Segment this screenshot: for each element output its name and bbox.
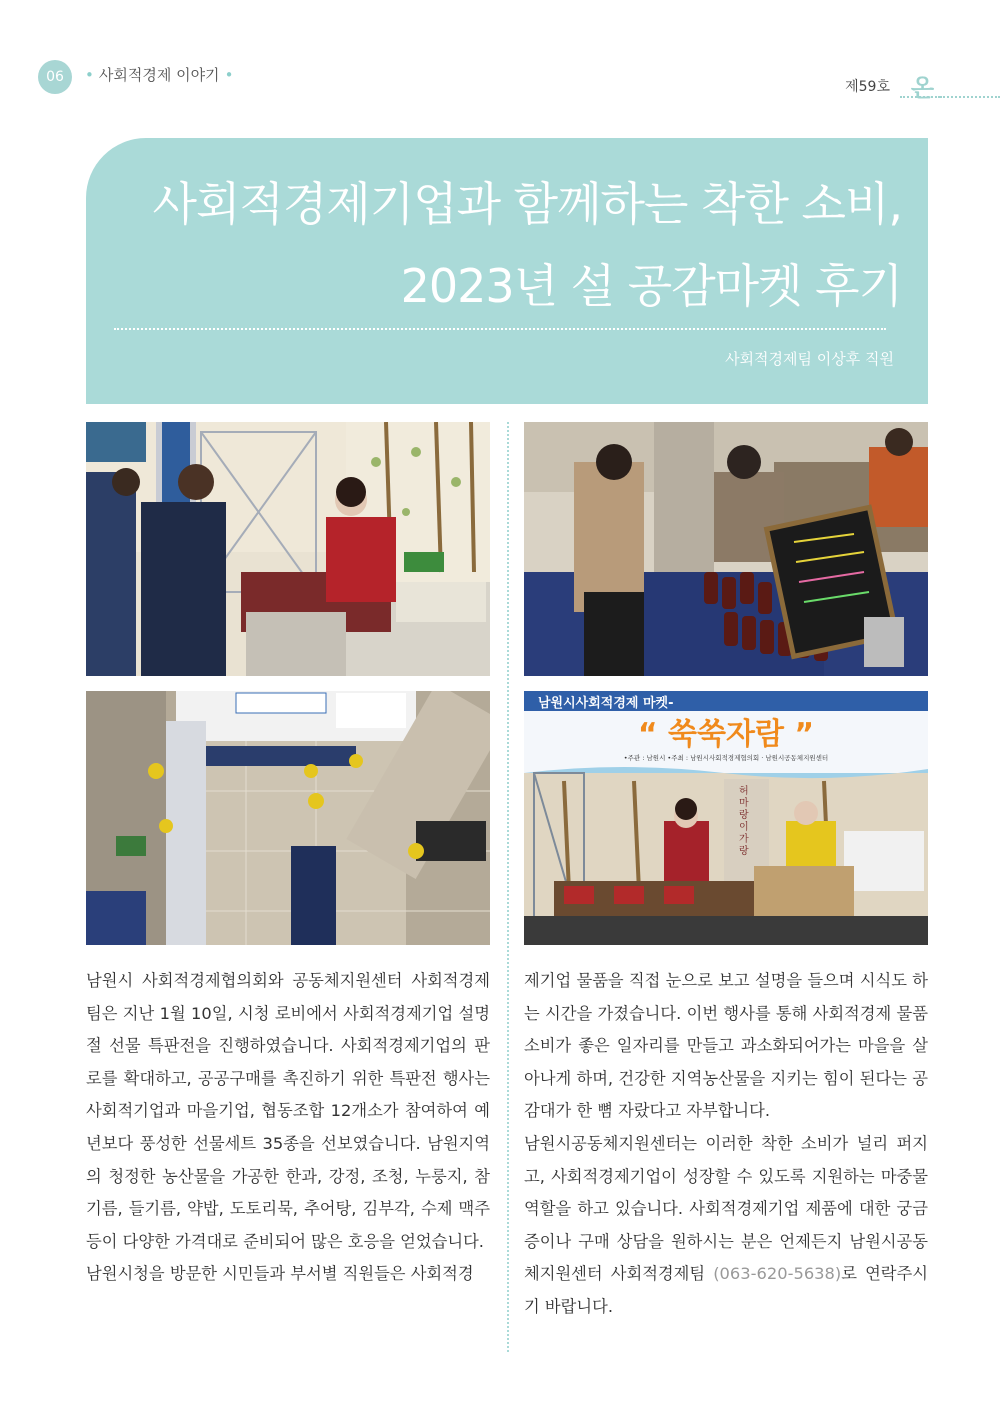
section-label xyxy=(80,64,238,85)
banner-organizer: •주관 : 남원시 •주최 : 남원시사회적경제협의회 · 남원시공동체지원센터 xyxy=(623,754,829,762)
banner-top-text: 남원시사회적경제 마켓- xyxy=(538,696,674,711)
photo-tasting-booth xyxy=(524,422,928,676)
column-divider xyxy=(507,422,509,1352)
article-title-line1: 사회적경제기업과 함께하는 착한 소비, xyxy=(152,177,902,231)
article-author: 사회적경제팀 이상후 직원 xyxy=(725,350,894,368)
header-divider-right xyxy=(940,96,1000,98)
paragraph: 남원시청을 방문한 시민들과 부서별 직원들은 사회적경 xyxy=(86,1264,474,1284)
contact-text-suffix: 로 연락주시기 바랍니다. xyxy=(524,1264,928,1316)
bullet-dot-icon: • xyxy=(85,66,94,84)
article-body-right xyxy=(524,965,928,1324)
photo-market-banner xyxy=(524,691,928,945)
paragraph: 제기업 물품을 직접 눈으로 보고 설명을 들으며 시식도 하는 시간을 가졌습니다. 이번 행사를 통해 사회적경제 물품 소비가 좋은 일자리를 만들고 과소화되어가는 마을을 살아나게 하며, 건강한 지역농산물을 지키는 힘이 된다는 공감대가 한 뼘 자랐다고 자부합니다. xyxy=(524,971,928,1121)
magazine-logo: 온 xyxy=(910,74,934,102)
paragraph-contact xyxy=(524,1128,928,1324)
bullet-dot-icon: • xyxy=(224,66,234,84)
booth-sign: 허마랑이가랑 xyxy=(739,786,749,857)
article-body-left xyxy=(86,965,490,1291)
paragraph: 남원시 사회적경제협의회와 공동체지원센터 사회적경제팀은 지난 1월 10일, 시청 로비에서 사회적경제기업 설명절 선물 특판전을 진행하였습니다. 사회적경제기업의 판로를 확대하고, 공공구매를 촉진하기 위한 특판전 행사는 사회적기업과 마을기업, 협동조합 12개소가 참여하여 예년보다 풍성한 선물세트 35종을 선보였습니다. 남원지역의 청정한 농산물을 가공한 한과, 강정, 조청, 누룽지, 참기름, 들기름, 약밥, 도토리묵, 추어탕, 김부각, 수제 맥주 등이 다양한 가격대로 준비되어 많은 호응을 얻었습니다. xyxy=(86,971,490,1251)
title-panel xyxy=(86,138,928,404)
section-title: 사회적경제 이야기 xyxy=(98,66,220,84)
photo-officials-visit-booth xyxy=(86,422,490,676)
issue-number: 제59호 xyxy=(845,79,890,95)
page-number: 06 xyxy=(38,60,72,94)
article-title-line2: 2023년 설 공감마켓 후기 xyxy=(400,259,902,313)
contact-text-prefix: 남원시공동체지원센터는 이러한 착한 소비가 널리 퍼지고, 사회적경제기업이 성장할 수 있도록 지원하는 마중물 역할을 하고 있습니다. 사회적경제기업 제품에 대한 궁금증이나 구매 상담을 원하시는 분은 언제든지 남원시공동체지원센터 사회적경제팀 xyxy=(524,1133,928,1284)
banner-market-name: “ 쑥쑥자람 ” xyxy=(637,717,815,752)
title-divider xyxy=(114,328,886,330)
photo-market-overhead xyxy=(86,691,490,945)
contact-phone: (063-620-5638) xyxy=(713,1264,842,1284)
